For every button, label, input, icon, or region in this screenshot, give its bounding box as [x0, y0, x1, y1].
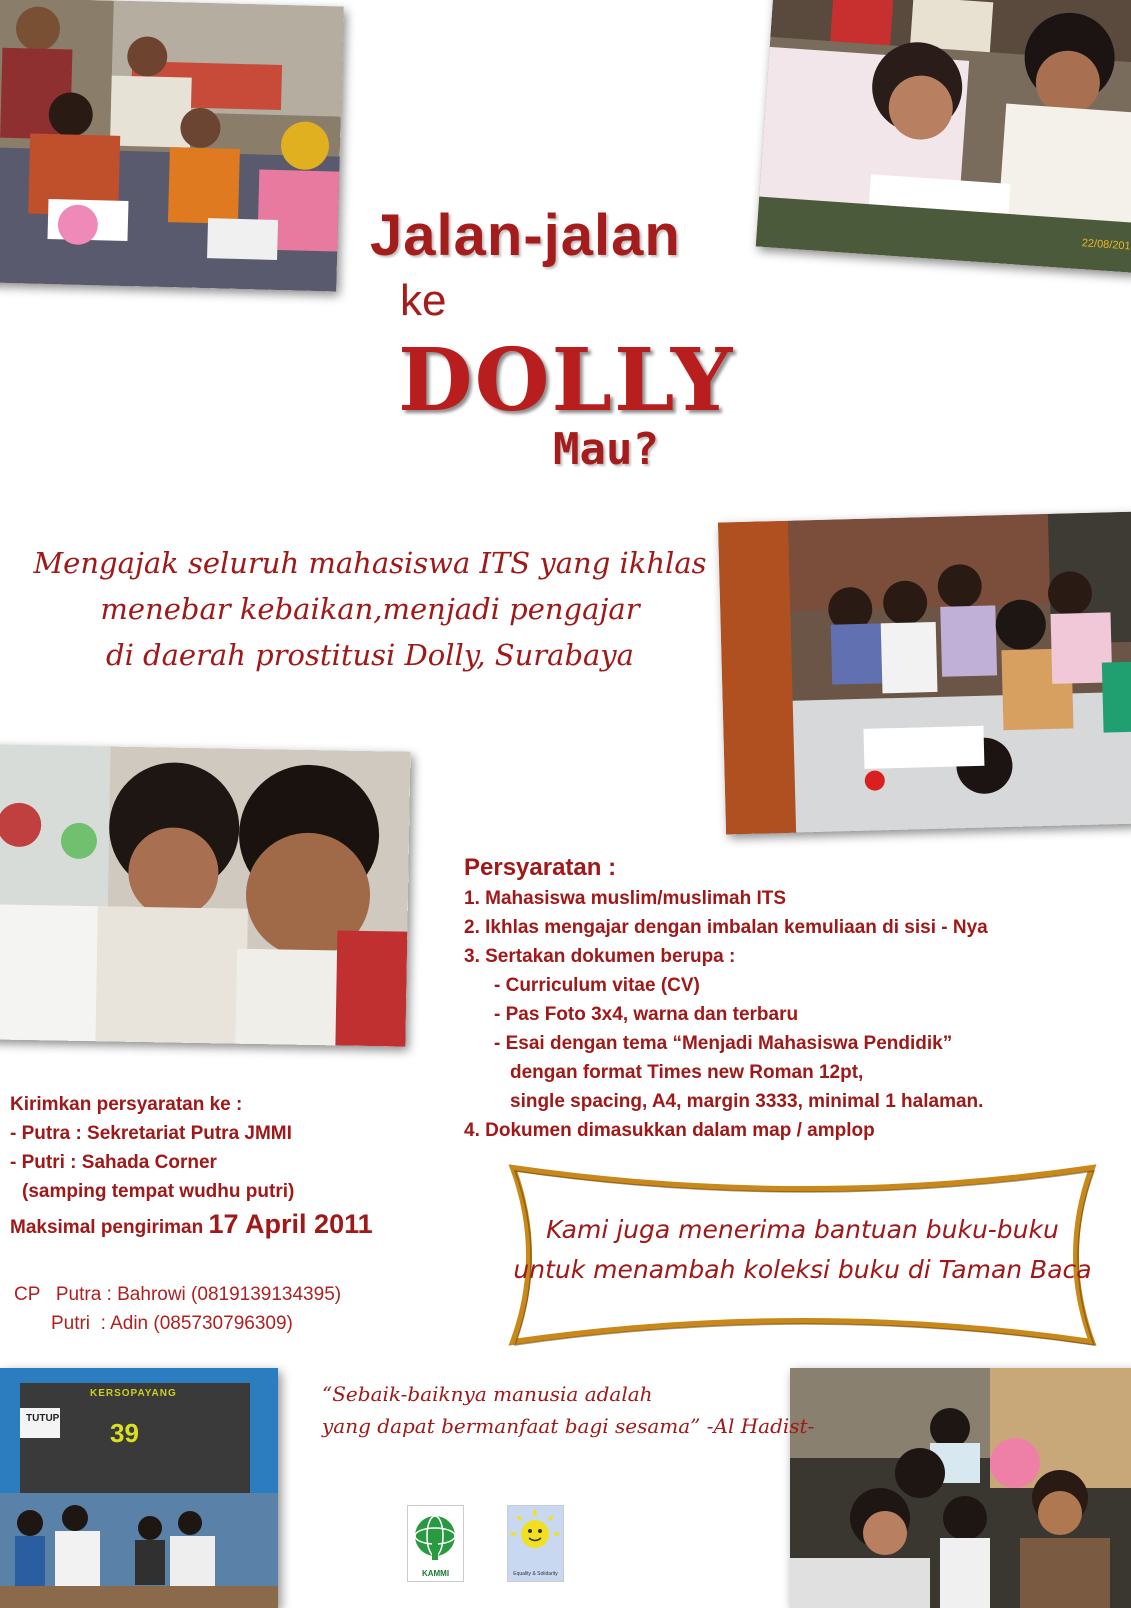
banner-line-1: Kami juga menerima bantuan buku-buku	[546, 1215, 1059, 1244]
requirements-heading: Persyaratan :	[464, 854, 617, 881]
photo-top-right	[756, 0, 1131, 273]
banner-line-2: untuk menambah koleksi buku di Taman Baca	[513, 1255, 1092, 1284]
quote-line-1: “Sebaik-baiknya manusia adalah	[322, 1382, 653, 1406]
requirement-subitem-cont: dengan format Times new Roman 12pt,	[510, 1062, 864, 1083]
quote-line-2: yang dapat bermanfaat bagi sesama” -Al Hadist-	[322, 1414, 815, 1438]
hadith-quote	[322, 1378, 814, 1442]
headline-jalan-jalan: Jalan-jalan	[370, 203, 681, 268]
submission-putri-note: (samping tempat wudhu putri)	[22, 1181, 295, 1202]
requirement-subitem: - Pas Foto 3x4, warna dan terbaru	[494, 1004, 799, 1025]
contact-persons	[14, 1280, 341, 1338]
requirement-subitem: - Curriculum vitae (CV)	[494, 975, 700, 996]
requirements-section	[464, 852, 988, 1145]
equality-logo	[507, 1505, 564, 1582]
sign-arch: KERSOPAYANG	[90, 1388, 177, 1399]
invitation-text	[20, 540, 720, 678]
photo-bottom-right	[790, 1368, 1131, 1608]
kammi-label: KAMMI	[421, 1569, 450, 1578]
contact-putri: Putri : Adin (085730796309)	[14, 1313, 293, 1334]
invitation-line-3: di daerah prostitusi Dolly, Surabaya	[106, 638, 634, 672]
submission-section	[10, 1090, 373, 1242]
photo-bottom-left	[0, 1368, 278, 1608]
deadline-label: Maksimal pengiriman	[10, 1217, 204, 1238]
submission-heading: Kirimkan persyaratan ke :	[10, 1094, 243, 1115]
deadline-date: 17 April 2011	[208, 1209, 373, 1239]
deadline	[10, 1210, 373, 1242]
submission-putri: - Putri : Sahada Corner	[10, 1152, 217, 1173]
requirement-item: 2. Ikhlas mengajar dengan imbalan kemuliaan di sisi - Nya	[464, 917, 988, 938]
photo-top-left	[0, 0, 344, 292]
photo-middle-left	[0, 744, 411, 1046]
requirement-item: 1. Mahasiswa muslim/muslimah ITS	[464, 888, 787, 909]
photo-middle-right	[718, 511, 1131, 834]
headline-dolly: DOLLY	[398, 330, 735, 431]
headline-ke: ke	[400, 276, 447, 325]
sign-tutup: TUTUP	[26, 1413, 60, 1424]
requirement-item: 4. Dokumen dimasukkan dalam map / amplop	[464, 1120, 875, 1141]
headline-mau: Mau?	[553, 424, 659, 475]
requirement-item: 3. Sertakan dokumen berupa :	[464, 946, 736, 967]
contact-putra: CP Putra : Bahrowi (0819139134395)	[14, 1284, 342, 1305]
invitation-line-2: menebar kebaikan,menjadi pengajar	[100, 592, 640, 626]
submission-putra: - Putra : Sekretariat Putra JMMI	[10, 1123, 292, 1144]
requirement-subitem-cont: single spacing, A4, margin 3333, minimal 1 halaman.	[510, 1091, 984, 1112]
requirement-subitem: - Esai dengan tema “Menjadi Mahasiswa Pendidik”	[494, 1033, 953, 1054]
kammi-logo	[407, 1505, 464, 1582]
date-stamp: 22/08/201	[1081, 237, 1131, 253]
equality-label: Equality & Solidarity	[513, 1571, 558, 1577]
sign-number: 39	[110, 1418, 139, 1448]
book-donation-banner	[505, 1160, 1100, 1350]
smiley-sun-icon	[508, 1506, 563, 1566]
invitation-line-1: Mengajak seluruh mahasiswa ITS yang ikhlas	[33, 546, 707, 580]
